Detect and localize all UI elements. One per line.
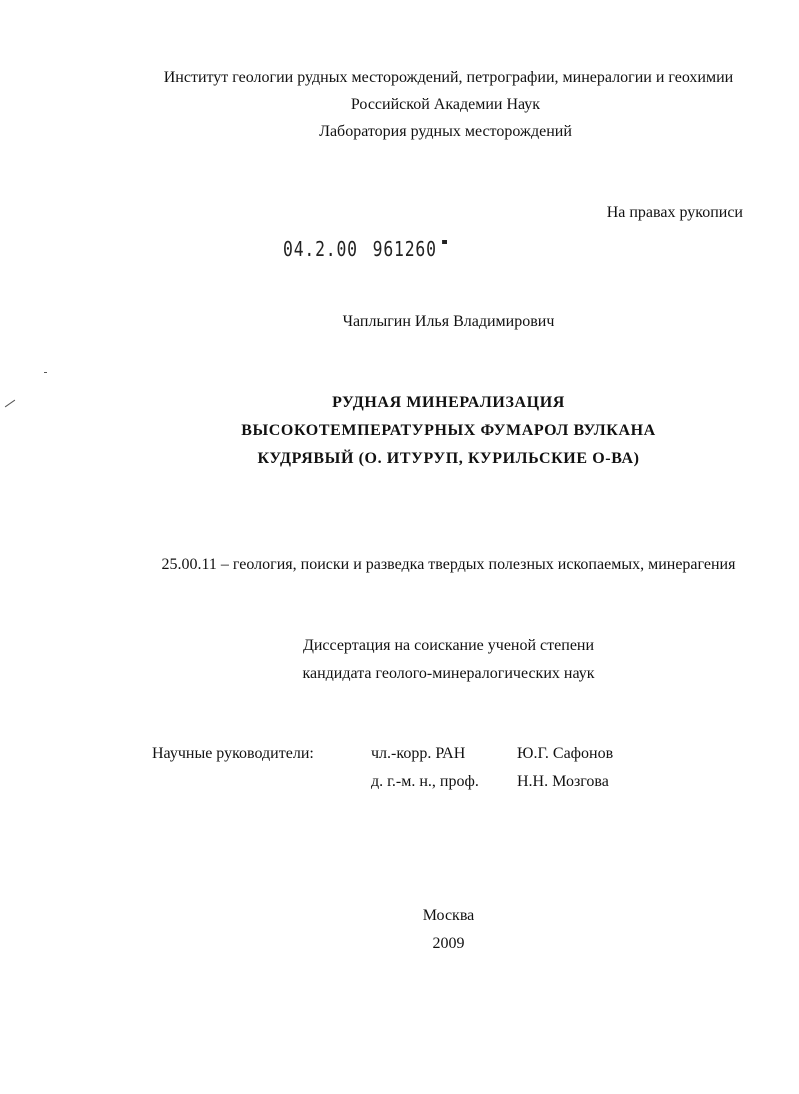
rights-note: На правах рукописи	[606, 204, 743, 221]
city: Москва	[422, 907, 475, 924]
academy-name: Российской Академии Наук	[350, 96, 541, 113]
author-name: Чаплыгин Илья Владимирович	[342, 313, 555, 330]
dissertation-line-1: Диссертация на соискание ученой степени	[302, 637, 595, 654]
title-line-3: КУДРЯВЫЙ (О. ИТУРУП, КУРИЛЬСКИЕ О-ВА)	[257, 450, 640, 467]
stamp-mark-icon	[442, 240, 447, 244]
dissertation-line-2: кандидата геолого-минералогических наук	[302, 665, 595, 682]
supervisor-name: Н.Н. Мозгова	[517, 773, 609, 790]
stamp-date: 04.2.00	[283, 237, 358, 261]
supervisor-degree: чл.-корр. РАН	[371, 745, 466, 762]
title-line-2: ВЫСОКОТЕМПЕРАТУРНЫХ ФУМАРОЛ ВУЛКАНА	[241, 422, 656, 439]
supervisors-label: Научные руководители:	[152, 745, 314, 762]
institute-name: Институт геологии рудных месторождений, петрографии, минералогии и геохимии	[163, 69, 734, 86]
lab-name: Лаборатория рудных месторождений	[319, 123, 572, 140]
year: 2009	[432, 935, 465, 952]
title-line-1: РУДНАЯ МИНЕРАЛИЗАЦИЯ	[332, 394, 565, 411]
scan-speck	[5, 400, 15, 408]
scan-speck	[44, 372, 47, 373]
supervisor-degree: д. г.-м. н., проф.	[371, 773, 479, 790]
registration-stamp	[283, 237, 447, 261]
supervisor-name: Ю.Г. Сафонов	[517, 745, 614, 762]
stamp-number: 961260	[372, 237, 437, 261]
specialty-code: 25.00.11 – геология, поиски и разведка твердых полезных ископаемых, минерагения	[161, 556, 736, 573]
